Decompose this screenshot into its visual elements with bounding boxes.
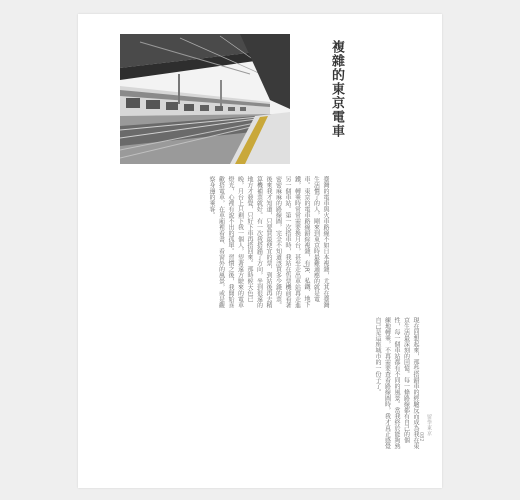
book-page	[78, 14, 442, 488]
body-text-column-1: 臺灣的電車與火車路線不如日本複雜，尤其在臺灣生活慣了的人，剛來到東京時最難適應的就是電車。東京的電車路線錯綜複雜，有JR、私鐵、地下鐵，轉乘時常常需要換月台，甚至走出車站再走進另一個車站。第一次搭車時，我站在售票機前看著密密麻麻的路線圖，完全不知道該買多少錢的票。後來我才知道，只要買最便宜的票，到站後再去精算機補票就好。有一次我搭錯了方向，坐到很遠的地方才發覺，只好下車再搭回來。那時候天色已晚，月台上只剩下我一個人，望著遠方駛來的電車燈光，心裡有說不出的孤單。習慣之後，我開始喜歡搭電車，在車廂裡看書、看窗外的風景，或是觀察身邊的乘客。	[208, 176, 329, 308]
train-platform-photo	[120, 34, 290, 164]
body-text-column-2: 現在回想起來，那些搭錯車的經驗反而成為我在東京生活最深刻的回憶。每一條路線都有自己的個性，每一個車站都有不同的風景。當我終於能夠熟練地轉乘，不再需要查看路線圖時，我才真正感覺自己是這座城市的一份子了。	[374, 317, 419, 449]
page-number: 082	[418, 432, 424, 442]
page-title: 複雜的東京電車	[329, 40, 344, 138]
running-header: 留學東京	[426, 414, 432, 436]
